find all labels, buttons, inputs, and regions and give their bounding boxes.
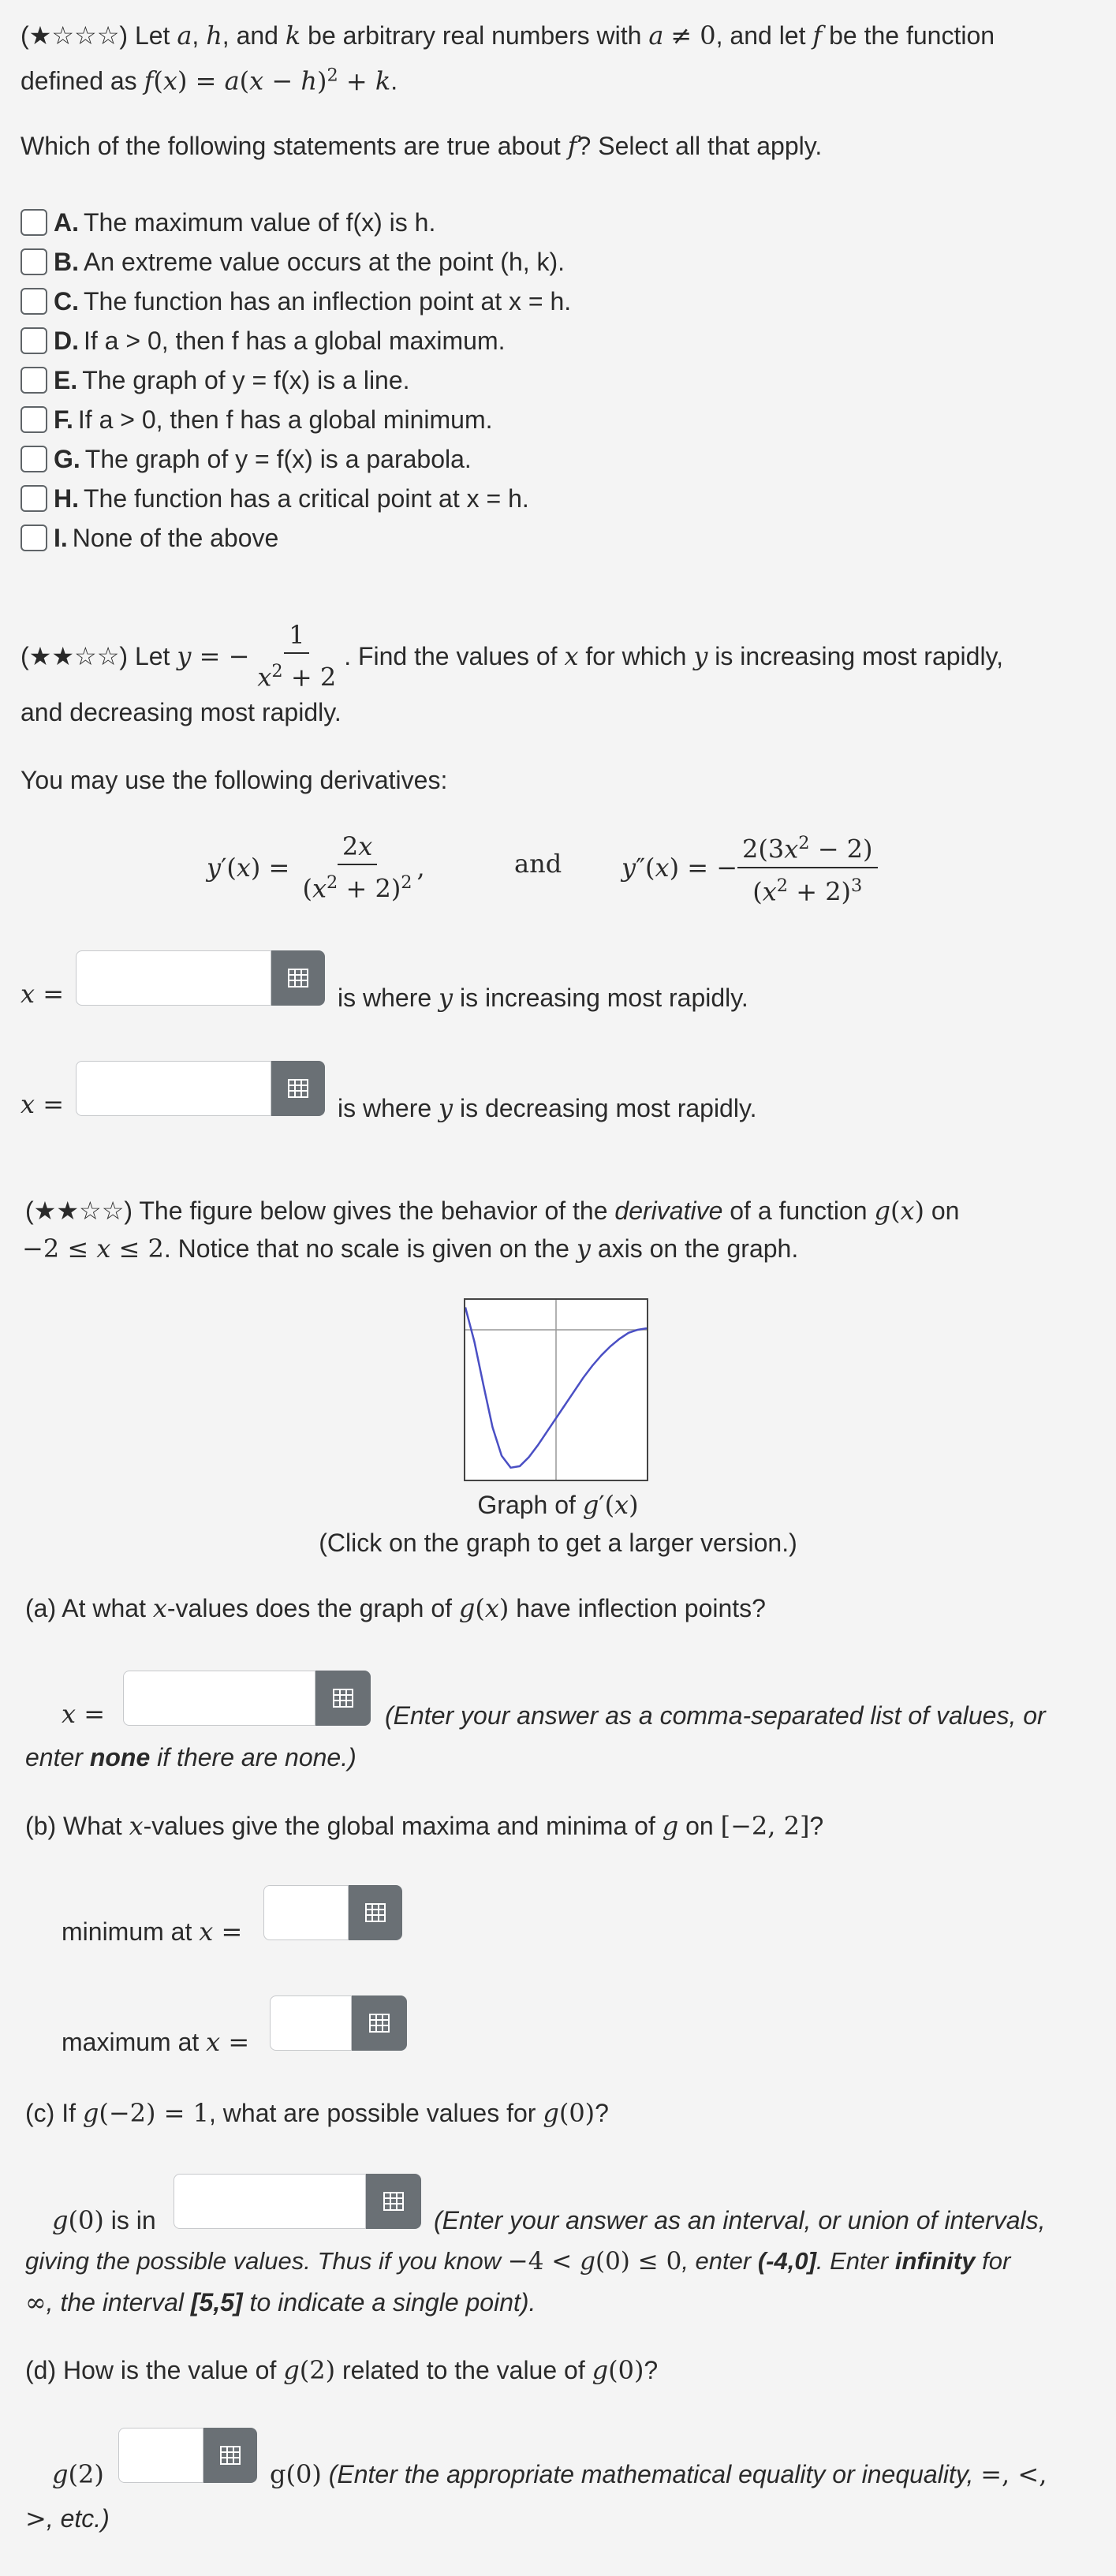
checkbox[interactable] [21, 525, 47, 551]
q3-intro-line2: −2 ≤ x ≤ 2. Notice that no scale is given on the y axis on the graph. [22, 1234, 799, 1264]
part-d-hint-line2: >, etc.) [25, 2503, 110, 2533]
math-palette-button[interactable] [271, 1061, 325, 1116]
checkbox[interactable] [21, 406, 47, 433]
g2-label: g(2) [52, 2459, 104, 2489]
minimum-answer-input[interactable] [263, 1885, 349, 1940]
grid-icon [332, 1688, 354, 1708]
x-equals-label-1: x = [21, 979, 65, 1009]
second-derivative: y ″( x ) = − $\frac{2(3x^2 - 2)}{(x^2 + 2)^3}$ [621, 820, 878, 915]
q2-deriv-intro: You may use the following derivatives: [21, 766, 448, 794]
relation-answer-input[interactable] [118, 2428, 203, 2483]
part-c-is-in-label: g(0) is in [52, 2205, 156, 2235]
checkbox[interactable] [21, 327, 47, 354]
q2-intro-line2: and decreasing most rapidly. [21, 698, 342, 726]
part-c-hint-line1: (Enter your answer as an interval, or union of intervals, [434, 2206, 1046, 2234]
grid-icon [364, 1902, 386, 1923]
part-a-hint-line2: enter none if there are none.) [25, 1743, 356, 1771]
choice-b[interactable]: B. An extreme value occurs at the point (h, k). [21, 245, 565, 279]
choice-text: The graph of y = f(x) is a parabola. [84, 444, 472, 473]
part-a-question: (a) At what x-values does the graph of g(x) have inflection points? [25, 1593, 766, 1623]
grid-icon [287, 968, 309, 988]
math-palette-button[interactable] [315, 1671, 371, 1726]
graph-click-note: (Click on the graph to get a larger version.) [319, 1529, 797, 1557]
decreasing-text: is where y is decreasing most rapidly. [338, 1093, 757, 1123]
checkbox[interactable] [21, 485, 47, 512]
checkbox[interactable] [21, 288, 47, 315]
q1-prompt: Which of the following statements are true about f? Select all that apply. [21, 131, 823, 161]
choice-g[interactable]: G. The graph of y = f(x) is a parabola. [21, 442, 472, 476]
choice-a[interactable]: A. The maximum value of f(x) is h. [21, 205, 435, 240]
math-palette-button[interactable] [349, 1885, 402, 1940]
x-equals-label-2: x = [21, 1089, 65, 1119]
grid-icon [368, 2013, 390, 2033]
checkbox[interactable] [21, 209, 47, 236]
math-palette-button[interactable] [271, 950, 325, 1006]
grid-icon [287, 1078, 309, 1099]
choice-f[interactable]: F. If a > 0, then f has a global minimum. [21, 402, 493, 437]
grid-icon [219, 2445, 241, 2466]
choice-text: The graph of y = f(x) is a line. [82, 365, 410, 394]
choice-c[interactable]: C. The function has an inflection point at x = h. [21, 284, 571, 319]
math-palette-button[interactable] [203, 2428, 257, 2483]
choice-text: An extreme value occurs at the point (h, k). [84, 247, 565, 276]
choice-text: The maximum value of f(x) is h. [84, 207, 436, 237]
decreasing-answer-input[interactable] [76, 1061, 271, 1116]
q2-intro-line1: (★★☆☆) Let y = − $\frac{1}{x^2 + 2}$ . Find the values of x for which y is increasing most rapidly, [21, 617, 1003, 696]
choice-text: If a > 0, then f has a global minimum. [77, 405, 493, 434]
grid-icon [383, 2191, 405, 2212]
choice-text: None of the above [72, 523, 279, 552]
checkbox[interactable] [21, 248, 47, 275]
q1-intro-line2: defined as $f(x) = a(x - h)^2 + k$. [21, 65, 398, 96]
choice-h[interactable]: H. The function has a critical point at x = h. [21, 481, 529, 516]
part-c-hint-line3: ∞, the interval [5,5] to indicate a single point). [25, 2287, 536, 2317]
checkbox[interactable] [21, 367, 47, 394]
derivative-graph[interactable] [464, 1298, 648, 1481]
inflection-answer-input[interactable] [123, 1671, 315, 1726]
math-palette-button[interactable] [352, 1995, 407, 2051]
choice-i[interactable]: I. None of the above [21, 521, 278, 555]
choice-d[interactable]: D. If a > 0, then f has a global maximum. [21, 323, 506, 358]
part-b-question: (b) What x-values give the global maxima and minima of g on [−2, 2]? [25, 1811, 824, 1841]
q3-intro-line1: (★★☆☆) The figure below gives the behavior of the derivative of a function g(x) on [25, 1196, 960, 1226]
part-d-question: (d) How is the value of g(2) related to the value of g(0)? [25, 2355, 659, 2385]
maximum-answer-input[interactable] [270, 1995, 352, 2051]
choice-text: The function has an inflection point at x = h. [84, 286, 572, 315]
part-a-hint-line1: (Enter your answer as a comma-separated list of values, or [385, 1701, 1046, 1730]
choice-e[interactable]: E. The graph of y = f(x) is a line. [21, 363, 410, 398]
interval-answer-input[interactable] [174, 2174, 366, 2229]
graph-svg [465, 1300, 647, 1480]
minimum-label: minimum at x = [62, 1917, 243, 1947]
part-c-hint-line2: giving the possible values. Thus if you know −4 < g(0) ≤ 0, enter (-4,0]. Enter infinity for [25, 2247, 1011, 2275]
choice-text: If a > 0, then f has a global maximum. [84, 326, 506, 355]
choice-text: The function has a critical point at x = h. [84, 483, 529, 513]
checkbox[interactable] [21, 446, 47, 472]
x-equals-label-a: x = [62, 1699, 106, 1729]
increasing-answer-input[interactable] [76, 950, 271, 1006]
q1-intro-line1: (★☆☆☆) Let a, h, and k be arbitrary real numbers with a ≠ 0, and let f be the function [21, 21, 995, 50]
maximum-label: maximum at x = [62, 2027, 250, 2057]
and-text: and [514, 849, 562, 879]
graph-caption: Graph of g′(x) [477, 1490, 639, 1520]
math-palette-button[interactable] [366, 2174, 421, 2229]
part-c-question: (c) If g(−2) = 1, what are possible values for g(0)? [25, 2098, 609, 2128]
increasing-text: is where y is increasing most rapidly. [338, 983, 748, 1013]
part-d-hint-line1: g(0) (Enter the appropriate mathematical equality or inequality, =, <, [270, 2459, 1047, 2489]
first-derivative: y ′( x ) = $\frac{2x}{(x^2 + 2)^2}$ , [207, 820, 425, 915]
